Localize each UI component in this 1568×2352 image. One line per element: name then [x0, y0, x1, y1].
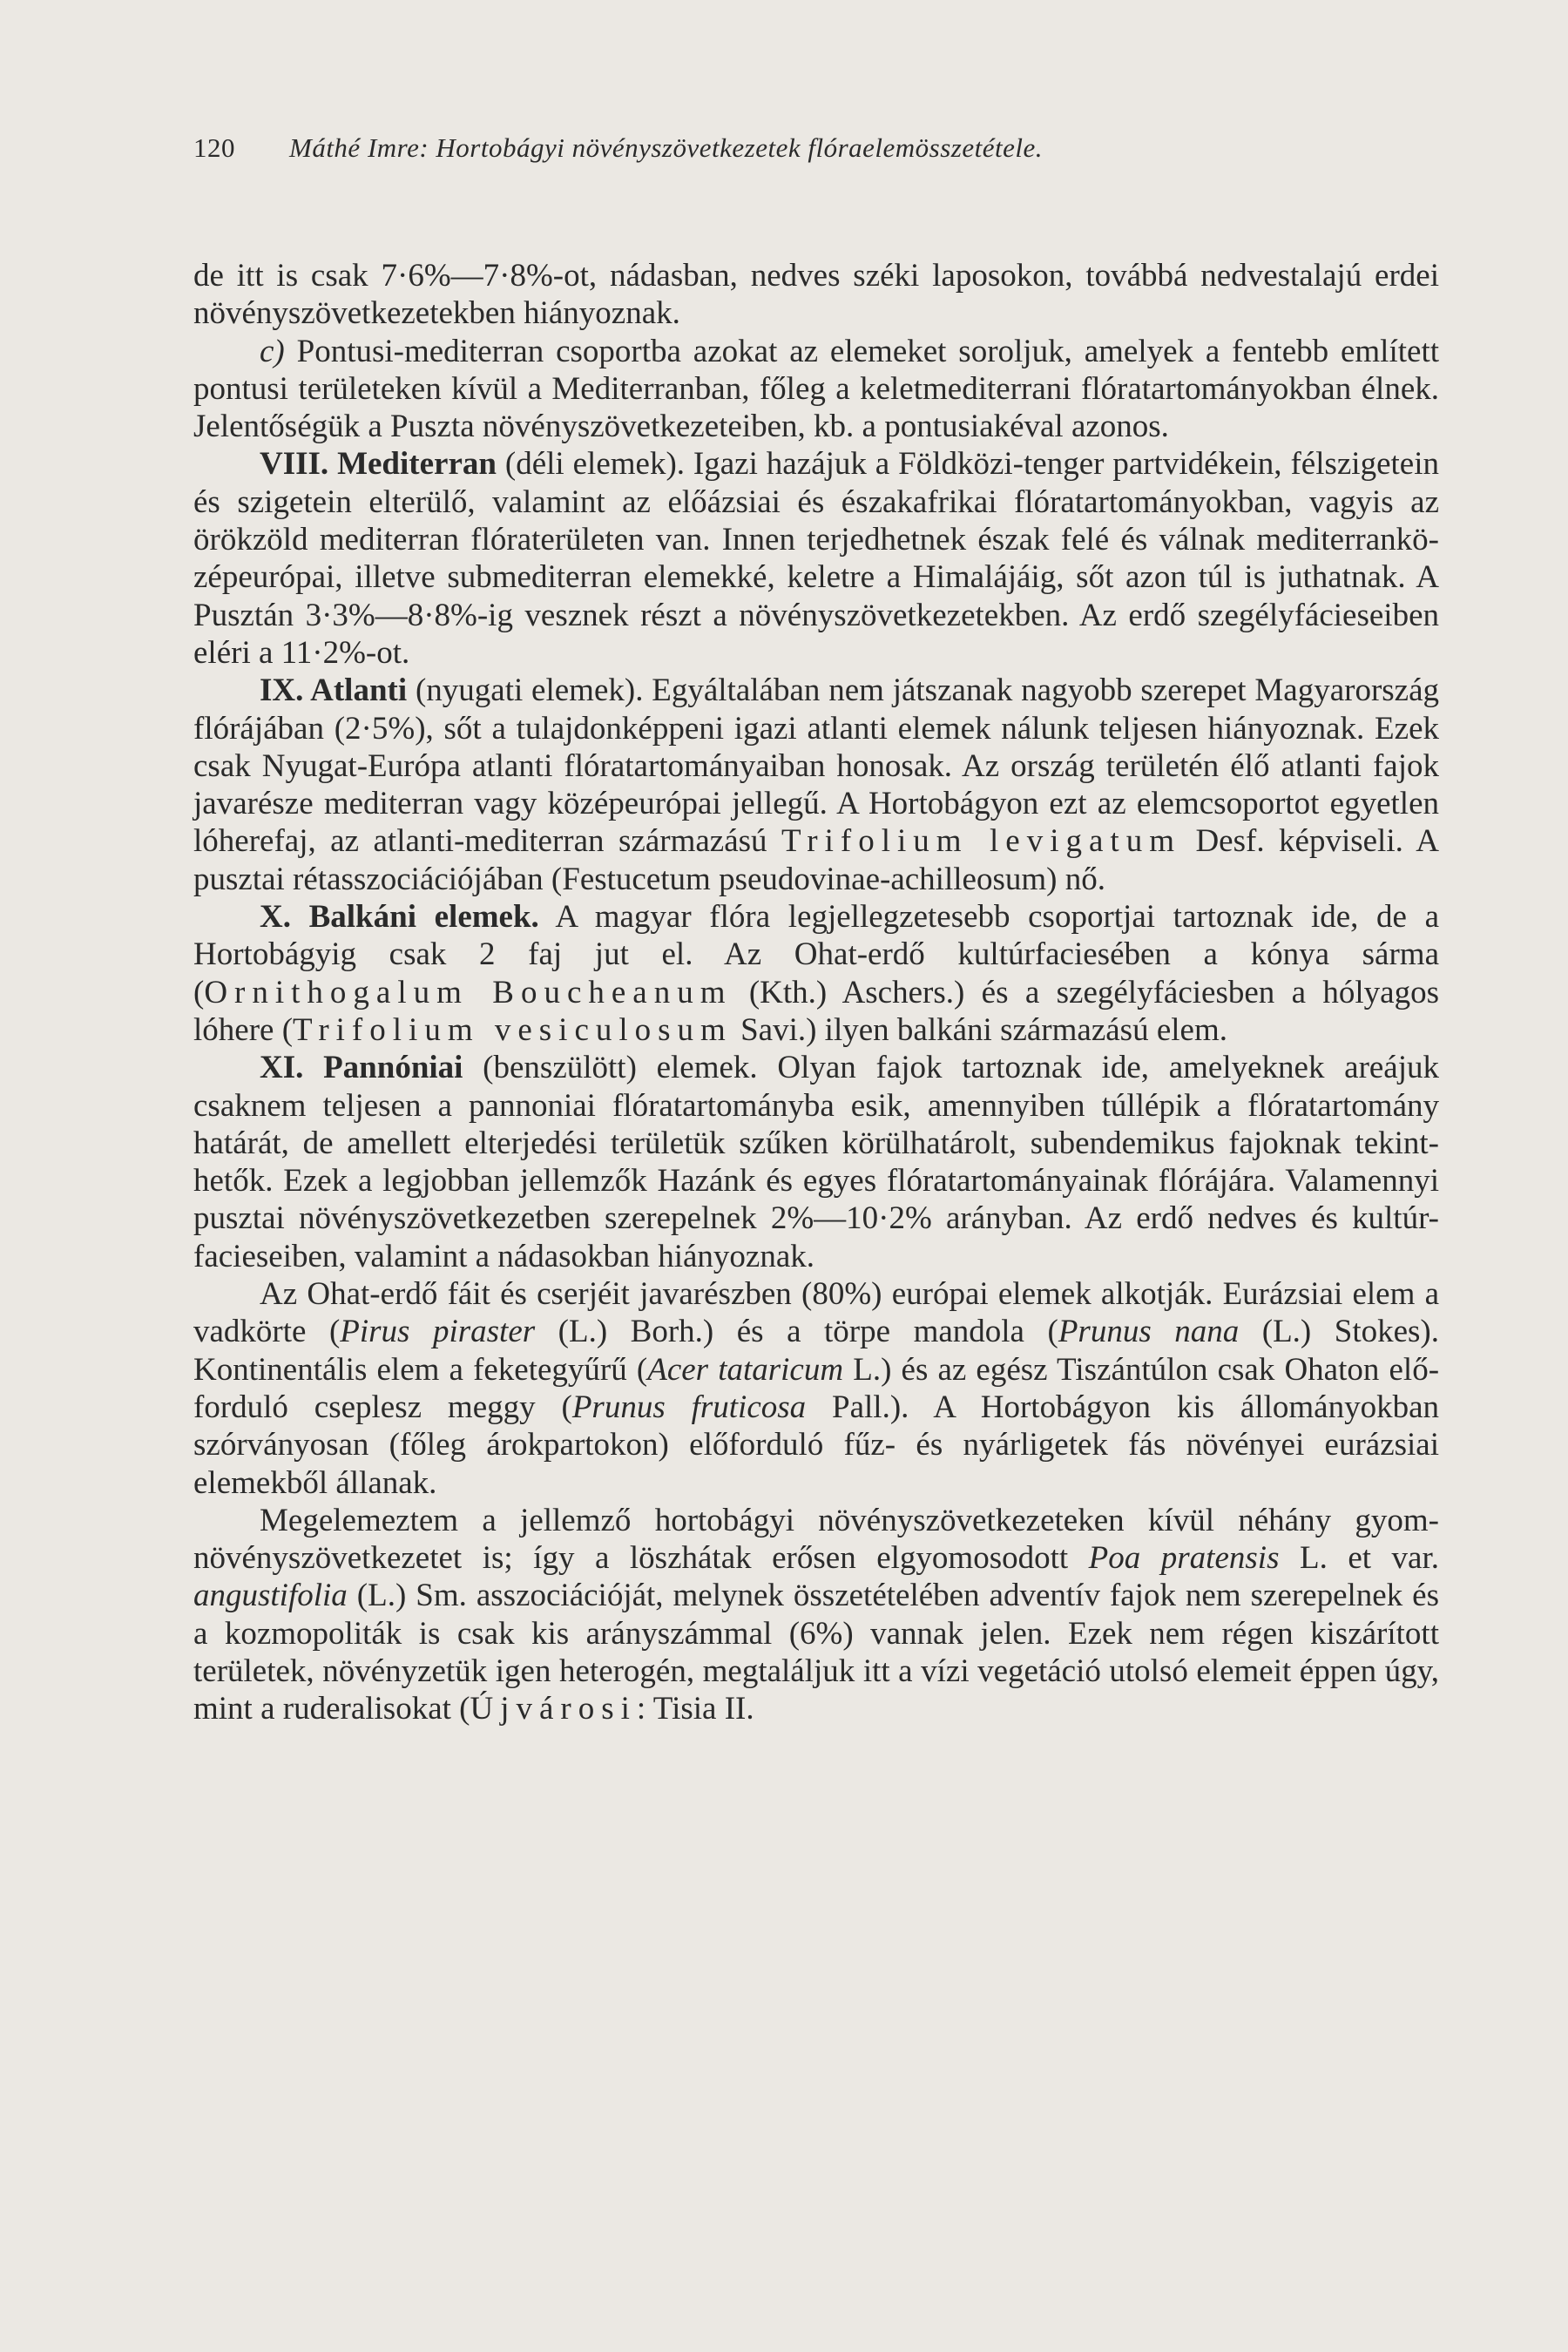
species-name: Trifolium levigatum [781, 823, 1181, 860]
species-name: Poa pratensis [1088, 1540, 1280, 1577]
section-viii-mediterran: VIII. Mediterran (déli elemek). Igazi hazájuk a Földközi-tenger partvidékein, félszigetein és szigetein elterülő, valamint az előázsiai és északafrikai flóratartományokban, vagyis az örökzöld mediterran flóraterületen van. Innen terjedhetnek észak felé és válnak mediterranközépeurópai, illetve submediterran elemekké, keletre a Himalájáig, sőt azon túl is juthatnak. A Pusztán 3·3%—8·8%-ig vesznek részt a növényszövetkezetekben. Az erdő szegélyfácieseiben eléri a 11·2%-ot. [193, 446, 1439, 671]
running-head [193, 132, 1413, 164]
paragraph-pontusi-mediterran: c) Pontusi-mediterran csoportba azokat az elemeket soroljuk, amelyek a fentebb említett pontusi területeken kívül a Mediterranban, főleg a keletmediterrani flóratartományokban élnek. Jelentőségük a Puszta növényszövetkezeteiben, kb. a pontusiakéval azonos. [193, 333, 1440, 445]
paragraph-continuation: de itt is csak 7·6%—7·8%-ot, nádasban, nedves széki laposokon, továbbá nedvestalajú erdei növényszövetkezetekben hiányoznak. [193, 258, 1439, 332]
section-xi-pannoniai: XI. Pannóniai (benszülött) elemek. Olyan fajok tartoznak ide, amelyeknek areájuk csaknem teljesen a pannoniai flóratartományba esik, amennyiben túllépik a flóratartomány határát, de amellett elterjedési területük szűken körülhatárolt, subendemikus fajoknak tekinthetők. Ezek a legjobban jellemzők Hazánk és egyes flóratartományainak flórájára. Valamennyi pusztai növényszövetkezetben szerepelnek 2%—10·2% arányban. Az erdő nedves és kultúr-facieseiben, valamint a nádasokban hiányoznak. [193, 1050, 1440, 1274]
section-x-balkani: X. Balkáni elemek. A magyar flóra legjellegzetesebb csoportjai tartoznak ide, de a Hortobágyig csak 2 faj jut el. Az Ohat-erdő kultúrfaciesében a kónya sárma (Ornithogalum Boucheanum (Kth.) Aschers.) és a szegélyfáciesben a hólyagos lóhere (Trifolium vesiculosum Savi.) ilyen balkáni származású elem. [193, 899, 1440, 1048]
page-number: 120 [193, 132, 235, 163]
section-ix-atlanti: IX. Atlanti (nyugati elemek). Egyáltalában nem játszanak nagyobb szerepet Magyarország flórájában (2·5%), sőt a tulajdonképpeni igazi atlanti elemek nálunk teljesen hiányoznak. Ezek csak Nyugat-Európa atlanti flóratartományaiban honosak. Az ország területén élő atlanti fajok javarésze mediterran vagy középeurópai jellegű. A Hortobágyon ezt az elemcsoportot egyetlen lóherefaj, az atlanti-mediterran származású Trifolium levigatum Desf. képviseli. A pusztai rétasszociációjában (Festucetum pseudovinae-achilleosum) nő. [193, 672, 1440, 897]
species-name: Trifolium vesiculosum [293, 1011, 733, 1048]
section-heading: VIII. Mediterran [260, 446, 497, 483]
species-name: Pirus piraster [340, 1314, 536, 1350]
running-title: Máthé Imre: Hortobágyi növényszövetkezetek flóraelemösszetétele. [289, 132, 1043, 163]
author-name: Újvárosi [470, 1691, 637, 1727]
species-name: angustifolia [193, 1578, 348, 1614]
species-name: Prunus fruticosa [571, 1389, 807, 1425]
paragraph-gyom-novenyszovetkezet: Megelemeztem a jellemző hortobágyi növényszövetkezeteken kívül néhány gyom-növényszövetkezetet is; így a löszhátak erősen elgyomosodott Poa pratensis L. et var. angustifolia (L.) Sm. asszociációját, melynek összetételében adventív fajok nem szerepelnek és a kozmopoliták is csak kis arányszámmal (6%) vannak jelen. Ezek nem régen kiszárított területek, növényzetük igen heterogén, megtaláljuk itt a vízi vegetáció utolsó elemeit éppen úgy, mint a ruderalisokat (Újvárosi: Tisia II. [193, 1502, 1440, 1727]
species-name: Acer tataricum [647, 1351, 844, 1388]
species-name: Prunus nana [1058, 1314, 1240, 1350]
paragraph-ohat-erdo: Az Ohat-erdő fáit és cserjéit javarészben (80%) európai elemek alkotják. Eurázsiai elem a vadkörte (Pirus piraster (L.) Borh.) és a törpe mandola (Prunus nana (L.) Stokes). Kontinentális elem a feketegyűrű (Acer tataricum L.) és az egész Tiszántúlon csak Ohaton előforduló cseplesz meggy (Prunus fruticosa Pall.). A Hortobágyon kis állományokban szórványosan (főleg árokpartokon) előforduló fűz- és nyárligetek fás növényei eurázsiai elemekből állanak. [193, 1276, 1440, 1501]
body-text [193, 257, 1439, 1728]
section-heading: IX. Atlanti [260, 672, 408, 709]
section-heading: X. Balkáni elemek. [260, 899, 539, 936]
species-name: Ornithogalum Boucheanum [204, 974, 733, 1010]
section-heading: XI. Pannóniai [260, 1050, 463, 1086]
